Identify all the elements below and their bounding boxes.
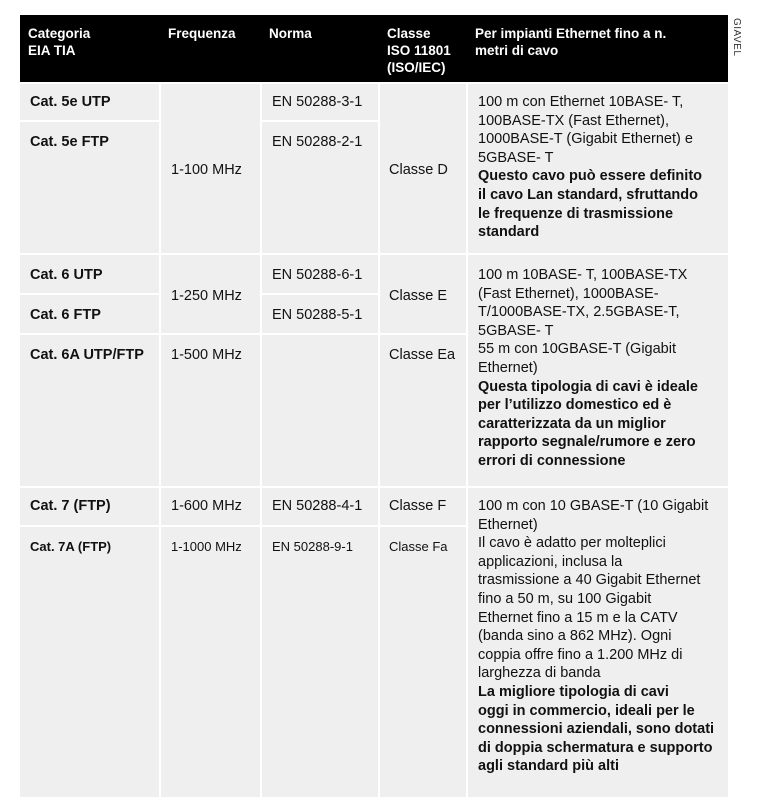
group-separator-1 bbox=[20, 253, 728, 255]
cat-6-ftp: Cat. 6 FTP bbox=[30, 307, 101, 323]
norm-50288-5-1: EN 50288-5-1 bbox=[272, 307, 363, 323]
desc-line: 5GBASE- T bbox=[478, 149, 554, 166]
freq-1-100: 1-100 MHz bbox=[171, 162, 242, 178]
norm-50288-3-1: EN 50288-3-1 bbox=[272, 94, 363, 110]
row-separator-g1-norm bbox=[261, 120, 379, 122]
desc-line-bold: di doppia schermatura e supporto bbox=[478, 739, 713, 756]
cat-5e-ftp: Cat. 5e FTP bbox=[30, 134, 109, 150]
header-frequenza-label: Frequenza bbox=[168, 26, 236, 41]
freq-1-1000: 1-1000 MHz bbox=[171, 539, 242, 554]
group1-description bbox=[478, 93, 702, 242]
row-separator-g2-norm-a bbox=[261, 293, 379, 295]
desc-line-bold: connessioni aziendali, sono dotati bbox=[478, 721, 715, 738]
desc-line-bold: caratterizzata da un miglior bbox=[478, 415, 666, 432]
group3-description bbox=[478, 497, 714, 776]
header-norma-label: Norma bbox=[269, 26, 312, 41]
header-classe-line1: Classe bbox=[387, 26, 431, 41]
desc-line: 100BASE-TX (Fast Ethernet), bbox=[478, 112, 669, 129]
desc-line: (banda sino a 862 MHz). Ogni bbox=[478, 628, 672, 645]
cat-6a-utp-ftp: Cat. 6A UTP/FTP bbox=[30, 347, 144, 363]
desc-line: Ethernet) bbox=[478, 359, 538, 376]
norm-50288-9-1: EN 50288-9-1 bbox=[272, 539, 353, 554]
norm-50288-6-1: EN 50288-6-1 bbox=[272, 267, 363, 283]
norm-50288-4-1: EN 50288-4-1 bbox=[272, 498, 363, 514]
desc-line: 100 m 10BASE- T, 100BASE-TX bbox=[478, 267, 688, 283]
desc-line: trasmissione a 40 Gigabit Ethernet bbox=[478, 572, 701, 589]
classe-ea: Classe Ea bbox=[389, 347, 456, 363]
header-impianti bbox=[467, 15, 728, 82]
freq-1-600: 1-600 MHz bbox=[171, 498, 242, 514]
desc-line: Ethernet) bbox=[478, 516, 538, 533]
header-classe-line2: ISO 11801 bbox=[387, 43, 451, 58]
desc-line-bold: rapporto segnale/rumore e zero bbox=[478, 434, 696, 451]
header-impianti-line2: metri di cavo bbox=[475, 43, 559, 58]
desc-line: 1000BASE-T (Gigabit Ethernet) e bbox=[478, 131, 693, 148]
freq-1-250: 1-250 MHz bbox=[171, 288, 242, 304]
header-categoria-line1: Categoria bbox=[28, 26, 91, 41]
desc-line: larghezza di banda bbox=[478, 665, 601, 682]
col-separator-1 bbox=[159, 84, 161, 797]
col-separator-4 bbox=[466, 84, 468, 797]
desc-line-bold: il cavo Lan standard, sfruttando bbox=[478, 186, 698, 203]
row-separator-g3-cat bbox=[20, 525, 467, 527]
row-separator-g1-cat bbox=[20, 120, 160, 122]
classe-e: Classe E bbox=[389, 288, 448, 304]
header-categoria-line2: EIA TIA bbox=[28, 43, 76, 58]
header-norma bbox=[261, 15, 379, 82]
col-separator-2 bbox=[260, 84, 262, 797]
norm-50288-2-1: EN 50288-2-1 bbox=[272, 134, 363, 150]
cat-7-ftp: Cat. 7 (FTP) bbox=[30, 498, 111, 514]
cat-5e-utp: Cat. 5e UTP bbox=[30, 94, 111, 110]
desc-line: Il cavo è adatto per molteplici bbox=[478, 535, 666, 552]
desc-line: 100 m con 10 GBASE-T (10 Gigabit bbox=[478, 498, 709, 514]
desc-line-bold: standard bbox=[478, 224, 540, 241]
desc-line: 100 m con Ethernet 10BASE- T, bbox=[478, 94, 684, 110]
classe-f: Classe F bbox=[389, 498, 447, 514]
desc-line: 55 m con 10GBASE-T (Gigabit bbox=[478, 341, 676, 358]
classe-fa: Classe Fa bbox=[389, 539, 448, 554]
group2-description bbox=[478, 266, 698, 471]
group-separator-2 bbox=[20, 486, 728, 488]
header-classe bbox=[379, 15, 467, 82]
desc-line: fino a 50 m, su 100 Gigabit bbox=[478, 590, 652, 607]
desc-line-bold: errori di connessione bbox=[478, 452, 626, 469]
desc-line: coppia offre fino a 1.200 MHz di bbox=[478, 646, 683, 663]
desc-line-bold: La migliore tipologia di cavi bbox=[478, 683, 669, 700]
desc-line: 5GBASE- T bbox=[478, 322, 554, 339]
freq-1-500: 1-500 MHz bbox=[171, 347, 242, 363]
desc-line: T/1000BASE-TX, 2.5GBASE-T, bbox=[478, 304, 680, 321]
desc-line: Ethernet fino a 15 m e la CATV bbox=[478, 609, 678, 626]
desc-line-bold: oggi in commercio, ideali per le bbox=[478, 702, 695, 719]
col-separator-3 bbox=[378, 84, 380, 797]
row-separator-g2-cat-a bbox=[20, 293, 160, 295]
classe-d: Classe D bbox=[389, 162, 448, 178]
cat-6-utp: Cat. 6 UTP bbox=[30, 267, 103, 283]
desc-line-bold: Questa tipologia di cavi è ideale bbox=[478, 378, 698, 395]
row-separator-g2-cat-b bbox=[20, 333, 467, 335]
desc-line: applicazioni, inclusa la bbox=[478, 553, 623, 570]
desc-line: (Fast Ethernet), 1000BASE- bbox=[478, 285, 659, 302]
side-credit-label: GIAVEL bbox=[731, 18, 742, 57]
cable-table bbox=[20, 15, 728, 797]
desc-line-bold: le frequenze di trasmissione bbox=[478, 205, 674, 222]
desc-line-bold: Questo cavo può essere definito bbox=[478, 168, 702, 185]
header-frequenza bbox=[160, 15, 261, 82]
desc-line-bold: agli standard più alti bbox=[478, 758, 619, 775]
header-categoria bbox=[20, 15, 160, 82]
header-classe-line3: (ISO/IEC) bbox=[387, 60, 446, 75]
header-impianti-line1: Per impianti Ethernet fino a n. bbox=[475, 26, 667, 41]
cat-7a-ftp: Cat. 7A (FTP) bbox=[30, 539, 112, 554]
desc-line-bold: per l’utilizzo domestico ed è bbox=[478, 397, 672, 414]
